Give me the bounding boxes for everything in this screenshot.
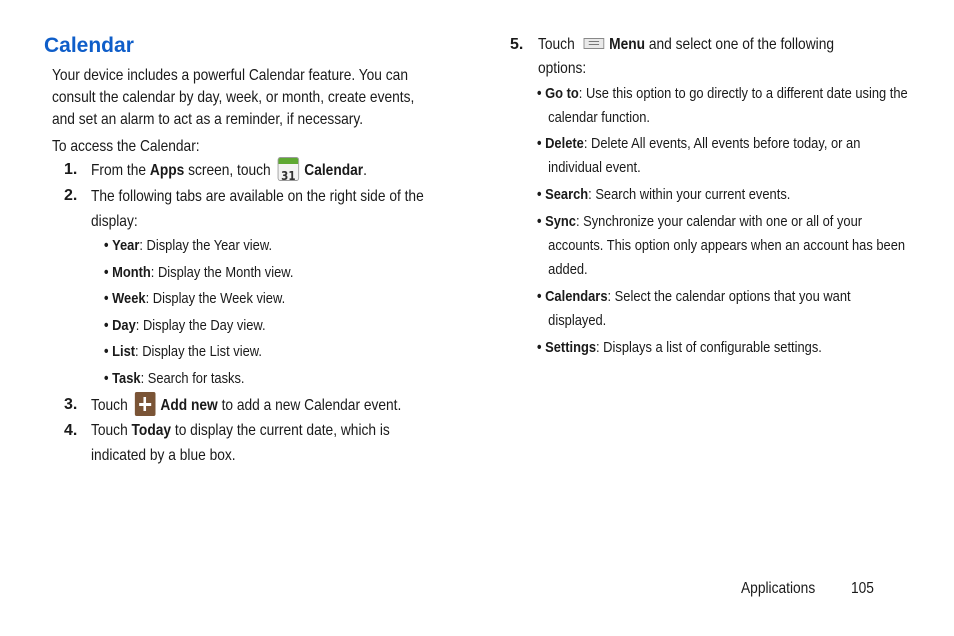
apps-label: Apps bbox=[149, 162, 185, 180]
list-item: • Settings: Displays a list of configurable settings. bbox=[537, 339, 822, 356]
step-5: Touch Menu and select one of the following options: bbox=[538, 36, 835, 77]
list-item: • Calendars: Select the calendar options that you want displayed. bbox=[537, 288, 851, 329]
list-item: • Sync: Synchronize your calendar with one or all of your accounts. This option only appears when an account has been added. bbox=[537, 213, 906, 278]
step-3: Touch Add new to add a new Calendar event. bbox=[91, 394, 452, 418]
list-item: • Delete: Delete All events, All events before today, or an individual event. bbox=[537, 135, 861, 176]
step-number: 4. bbox=[64, 422, 78, 439]
intro-line: Your device includes a powerful Calendar feature. You can bbox=[52, 67, 408, 84]
step-number: 2. bbox=[64, 187, 78, 204]
page-title: Calendar bbox=[44, 34, 134, 57]
list-item: • Go to: Use this option to go directly to a different date using the calendar function. bbox=[537, 85, 908, 126]
menu-label: Menu bbox=[609, 36, 646, 53]
list-item: • Week: Display the Week view. bbox=[104, 290, 286, 307]
step-4: Touch Today to display the current date, which is indicated by a blue box. bbox=[91, 422, 390, 464]
list-item: • Year: Display the Year view. bbox=[104, 237, 273, 254]
menu-options-list bbox=[537, 82, 954, 362]
add-new-label: Add new bbox=[160, 397, 218, 415]
tabs-list bbox=[104, 234, 324, 393]
footer-section-label: Applications bbox=[741, 580, 816, 597]
calendar-label: Calendar bbox=[304, 162, 364, 180]
intro-line: consult the calendar by day, week, or month, create events, bbox=[52, 89, 415, 106]
add-icon bbox=[135, 392, 156, 416]
intro-line: and set an alarm to act as a reminder, if necessary. bbox=[52, 111, 364, 128]
list-item: • List: Display the List view. bbox=[104, 343, 262, 360]
step-1: From the Apps screen, touch 31 Calendar. bbox=[91, 159, 412, 183]
step-number: 3. bbox=[64, 396, 78, 413]
list-item: • Day: Display the Day view. bbox=[104, 316, 266, 334]
page-number: 105 bbox=[851, 580, 874, 597]
calendar-app-icon: 31 bbox=[278, 157, 300, 181]
access-instruction: To access the Calendar: bbox=[52, 138, 200, 155]
list-item: • Search: Search within your current events. bbox=[537, 186, 791, 203]
intro-paragraph bbox=[52, 65, 473, 131]
step-2: The following tabs are available on the right side of the display: bbox=[91, 188, 424, 230]
menu-icon bbox=[583, 38, 604, 49]
list-item: • Task: Search for tasks. bbox=[104, 369, 245, 387]
step-number: 1. bbox=[64, 161, 78, 178]
today-label: Today bbox=[131, 422, 172, 439]
step-number: 5. bbox=[510, 36, 524, 53]
list-item: • Month: Display the Month view. bbox=[104, 263, 294, 281]
